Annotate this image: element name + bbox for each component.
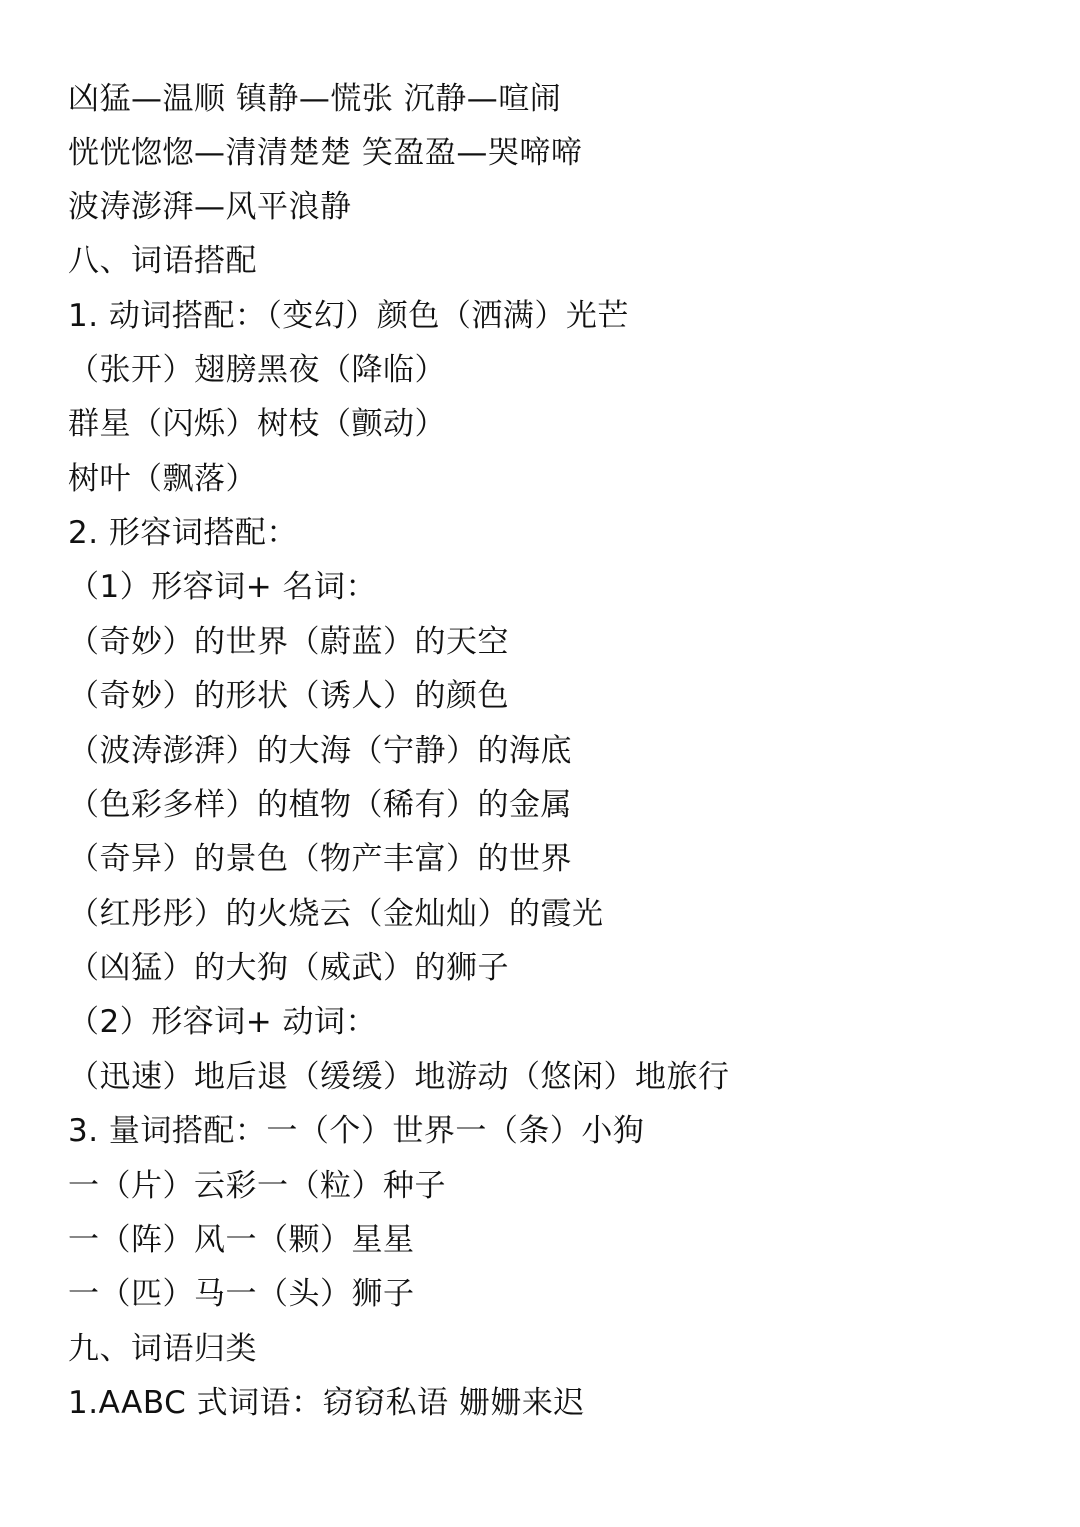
text-line: （迅速）地后退（缓缓）地游动（悠闲）地旅行 [68, 1059, 730, 1095]
text-line: 凶猛—温顺 镇静—慌张 沉静—喧闹 [68, 81, 562, 117]
text-line: 恍恍惚惚—清清楚楚 笑盈盈—哭啼啼 [68, 135, 583, 171]
text-line: （红彤彤）的火烧云（金灿灿）的霞光 [68, 896, 604, 932]
text-line: 一（阵）风一（颗）星星 [68, 1222, 415, 1258]
text-line: 树叶（飘落） [68, 461, 257, 497]
text-line: 一（匹）马一（头）狮子 [68, 1276, 415, 1312]
text-line: （波涛澎湃）的大海（宁静）的海底 [68, 733, 572, 769]
text-line: （2）形容词+ 动词： [68, 1004, 378, 1040]
text-line: （色彩多样）的植物（稀有）的金属 [68, 787, 572, 823]
text-line: 1. 动词搭配：（变幻）颜色（洒满）光芒 [68, 298, 629, 334]
text-line: 2. 形容词搭配： [68, 515, 298, 551]
text-line: 3. 量词搭配：一（个）世界一（条）小狗 [68, 1113, 645, 1149]
text-line: 一（片）云彩一（粒）种子 [68, 1168, 446, 1204]
text-line: 1.AABC 式词语：窃窃私语 姗姗来迟 [68, 1385, 585, 1421]
text-line: （张开）翅膀黑夜（降临） [68, 352, 446, 388]
section-heading: 九、词语归类 [68, 1331, 257, 1367]
text-line: 群星（闪烁）树枝（颤动） [68, 406, 446, 442]
text-line: （奇妙）的形状（诱人）的颜色 [68, 678, 509, 714]
text-line: （1）形容词+ 名词： [68, 569, 378, 605]
text-line: 波涛澎湃—风平浪静 [68, 189, 352, 225]
text-line: （奇妙）的世界（蔚蓝）的天空 [68, 624, 509, 660]
section-heading: 八、词语搭配 [68, 243, 257, 279]
text-line: （奇异）的景色（物产丰富）的世界 [68, 841, 572, 877]
text-line: （凶猛）的大狗（威武）的狮子 [68, 950, 509, 986]
